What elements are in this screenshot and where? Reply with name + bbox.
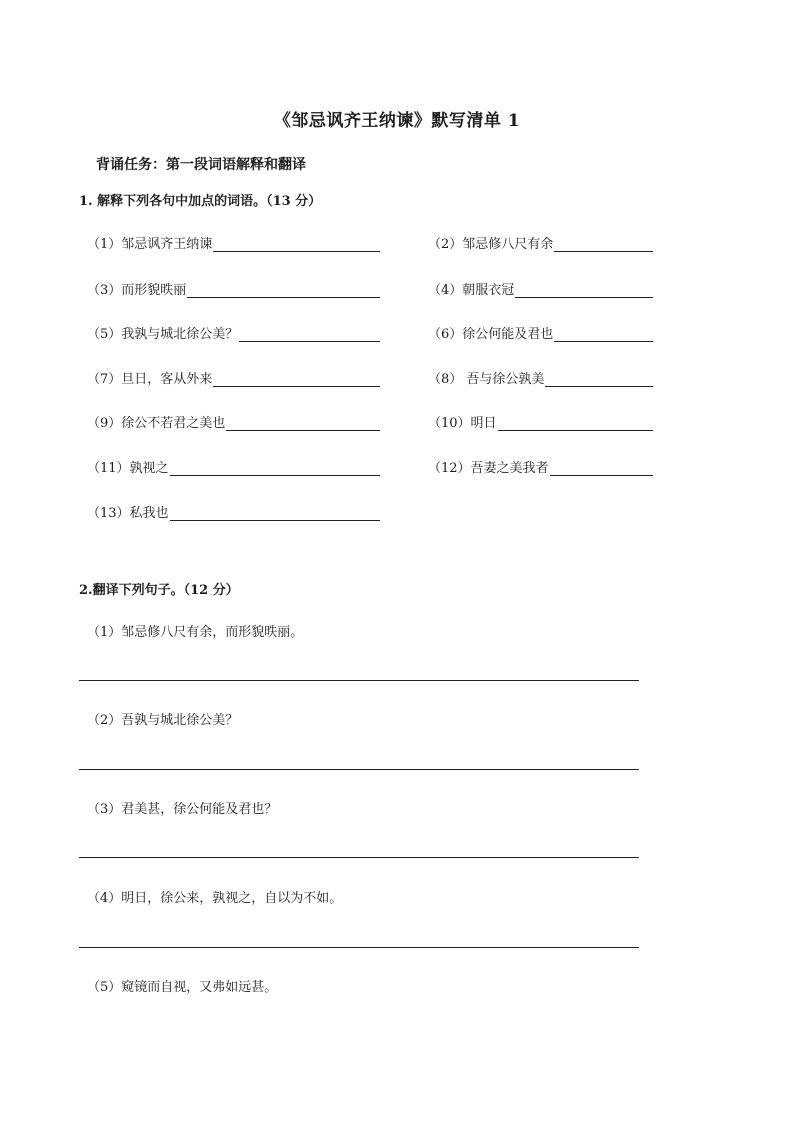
item-text: 而形貌昳丽 — [121, 283, 187, 298]
item-number: （2） — [87, 713, 122, 728]
q1-item-5 — [87, 322, 380, 342]
answer-blank[interactable] — [187, 282, 380, 298]
q2-sentence-2 — [87, 709, 238, 728]
item-text: 孰视之 — [129, 461, 169, 476]
item-text: 徐公何能及君也 — [462, 327, 554, 342]
sentence-text: 君美甚，徐公何能及君也？ — [121, 802, 278, 817]
q1-item-6 — [428, 322, 653, 342]
q1-item-7 — [87, 367, 380, 387]
item-number: （10） — [428, 416, 471, 431]
item-text: 邹忌修八尺有余 — [462, 237, 554, 252]
item-number: （4） — [428, 283, 463, 298]
item-number: （13） — [87, 506, 130, 521]
item-text: 旦日，客从外来 — [121, 372, 213, 387]
item-text: 邹忌讽齐王纳谏 — [121, 237, 213, 252]
answer-blank[interactable] — [213, 371, 380, 387]
page-title: 《邹忌讽齐王纳谏》默写清单 1 — [273, 111, 521, 131]
item-number: （12） — [428, 461, 471, 476]
q2-sentence-5 — [87, 976, 277, 995]
answer-blank[interactable] — [554, 326, 653, 342]
item-text: 私我也 — [129, 506, 169, 521]
q1-item-4 — [428, 278, 653, 298]
answer-blank[interactable] — [545, 371, 653, 387]
sentence-text: 吾孰与城北徐公美？ — [121, 713, 239, 728]
item-number: （1） — [87, 237, 122, 252]
q1-item-8 — [428, 367, 653, 387]
answer-blank[interactable] — [550, 460, 653, 476]
item-number: （5） — [87, 327, 122, 342]
answer-blank[interactable] — [170, 505, 380, 521]
answer-blank[interactable] — [554, 236, 653, 252]
answer-line[interactable] — [79, 857, 639, 858]
sentence-text: 明日，徐公来，孰视之，自以为不如。 — [121, 891, 343, 906]
answer-blank[interactable] — [498, 415, 653, 431]
answer-line[interactable] — [79, 769, 639, 770]
question-2-heading: 2.翻译下列句子。（12 分） — [79, 583, 239, 598]
q1-item-13 — [87, 501, 380, 521]
answer-line[interactable] — [79, 947, 639, 948]
item-number: （3） — [87, 802, 122, 817]
recitation-task: 背诵任务：第一段词语解释和翻译 — [96, 157, 306, 173]
item-number: （4） — [87, 891, 122, 906]
sentence-text: 窥镜而自视，又弗如远甚。 — [121, 980, 278, 995]
item-text: 我孰与城北徐公美？ — [121, 327, 239, 342]
q1-item-11 — [87, 456, 380, 476]
item-number: （6） — [428, 327, 463, 342]
item-number: （9） — [87, 416, 122, 431]
item-number: （7） — [87, 372, 122, 387]
answer-blank[interactable] — [213, 236, 380, 252]
q2-sentence-1 — [87, 621, 303, 640]
q2-sentence-4 — [87, 887, 342, 906]
answer-blank[interactable] — [239, 326, 380, 342]
sentence-text: 邹忌修八尺有余，而形貌昳丽。 — [121, 625, 304, 640]
q1-item-10 — [428, 411, 653, 431]
answer-blank[interactable] — [170, 460, 380, 476]
item-text: 徐公不若君之美也 — [121, 416, 226, 431]
q1-item-2 — [428, 232, 653, 252]
answer-blank[interactable] — [515, 282, 653, 298]
item-number: （1） — [87, 625, 122, 640]
item-text: 明日 — [470, 416, 497, 431]
q2-sentence-3 — [87, 798, 277, 817]
item-text: 吾与徐公孰美 — [462, 372, 545, 387]
item-number: （5） — [87, 980, 122, 995]
q1-item-1 — [87, 232, 380, 252]
item-text: 吾妻之美我者 — [470, 461, 549, 476]
item-number: （2） — [428, 237, 463, 252]
item-text: 朝服衣冠 — [462, 283, 515, 298]
answer-line[interactable] — [79, 680, 639, 681]
q1-item-12 — [428, 456, 653, 476]
item-number: （8） — [428, 372, 463, 387]
item-number: （11） — [87, 461, 130, 476]
item-number: （3） — [87, 283, 122, 298]
q1-item-9 — [87, 411, 380, 431]
q1-item-3 — [87, 278, 380, 298]
answer-blank[interactable] — [226, 415, 380, 431]
question-1-heading: 1. 解释下列各句中加点的词语。（13 分） — [79, 194, 322, 209]
